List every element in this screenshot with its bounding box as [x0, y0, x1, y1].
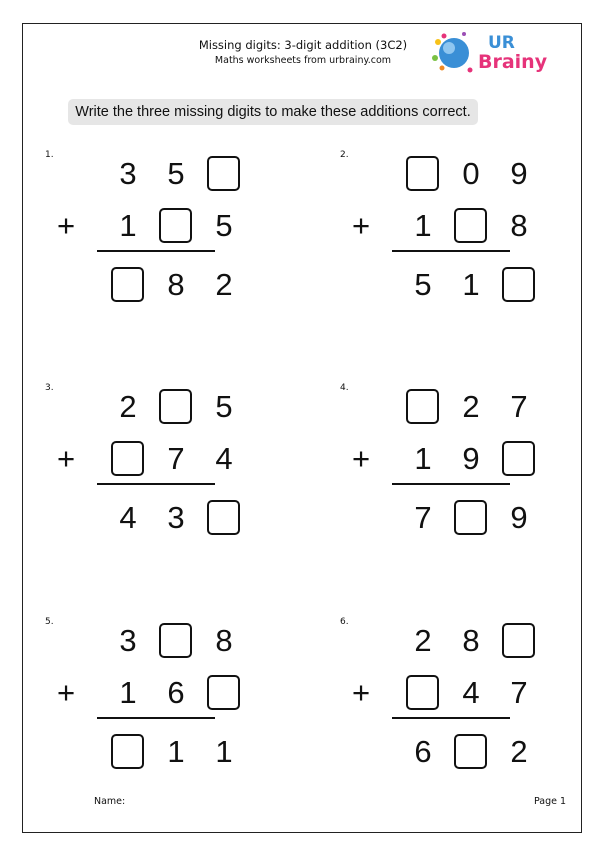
answer-digit: 1	[215, 734, 233, 769]
plus-sign: +	[57, 441, 76, 476]
plus-sign: +	[57, 208, 76, 243]
problem-1	[45, 150, 285, 330]
problem-number: 1.	[45, 150, 54, 160]
missing-digit-box[interactable]	[111, 734, 144, 769]
problem-number: 5.	[45, 617, 54, 627]
answer-digit: 5	[414, 267, 432, 302]
bottom-digit: 5	[215, 208, 233, 243]
problem-2	[340, 150, 580, 330]
sum-line	[97, 717, 215, 719]
problem-number: 6.	[340, 617, 349, 627]
sum-line	[392, 483, 510, 485]
bottom-digit: 7	[167, 441, 185, 476]
missing-digit-box[interactable]	[159, 208, 192, 243]
answer-digit: 8	[167, 267, 185, 302]
top-digit: 9	[510, 156, 528, 191]
bottom-digit: 4	[462, 675, 480, 710]
top-digit: 2	[119, 389, 137, 424]
missing-digit-box[interactable]	[207, 675, 240, 710]
page-number: Page 1	[534, 796, 567, 807]
top-digit: 3	[119, 623, 137, 658]
missing-digit-box[interactable]	[207, 156, 240, 191]
sum-line	[392, 717, 510, 719]
sum-line	[392, 250, 510, 252]
bottom-digit: 9	[462, 441, 480, 476]
top-digit: 5	[167, 156, 185, 191]
instruction-banner: Write the three missing digits to make these additions correct.	[68, 99, 478, 125]
answer-digit: 1	[167, 734, 185, 769]
missing-digit-box[interactable]	[502, 623, 535, 658]
logo-text-top: UR	[488, 33, 515, 53]
bottom-digit: 1	[119, 208, 137, 243]
problem-3	[45, 383, 285, 563]
sum-line	[97, 483, 215, 485]
problem-6	[340, 617, 580, 797]
problem-number: 3.	[45, 383, 54, 393]
missing-digit-box[interactable]	[159, 623, 192, 658]
missing-digit-box[interactable]	[454, 734, 487, 769]
missing-digit-box[interactable]	[111, 267, 144, 302]
top-digit: 0	[462, 156, 480, 191]
missing-digit-box[interactable]	[111, 441, 144, 476]
plus-sign: +	[352, 675, 371, 710]
answer-digit: 7	[414, 500, 432, 535]
top-digit: 8	[462, 623, 480, 658]
answer-digit: 1	[462, 267, 480, 302]
bottom-digit: 1	[414, 441, 432, 476]
top-digit: 5	[215, 389, 233, 424]
top-digit: 2	[414, 623, 432, 658]
answer-digit: 4	[119, 500, 137, 535]
worksheet-subtitle: Maths worksheets from urbrainy.com	[214, 55, 392, 66]
bottom-digit: 4	[215, 441, 233, 476]
bottom-digit: 6	[167, 675, 185, 710]
top-digit: 7	[510, 389, 528, 424]
missing-digit-box[interactable]	[207, 500, 240, 535]
bottom-digit: 1	[119, 675, 137, 710]
bottom-digit: 1	[414, 208, 432, 243]
missing-digit-box[interactable]	[454, 500, 487, 535]
missing-digit-box[interactable]	[159, 389, 192, 424]
sum-line	[97, 250, 215, 252]
answer-digit: 2	[215, 267, 233, 302]
top-digit: 3	[119, 156, 137, 191]
missing-digit-box[interactable]	[406, 675, 439, 710]
problem-number: 4.	[340, 383, 349, 393]
name-label: Name:	[94, 796, 126, 807]
logo-text-bottom: Brainy	[478, 51, 548, 73]
bottom-digit: 7	[510, 675, 528, 710]
missing-digit-box[interactable]	[502, 441, 535, 476]
missing-digit-box[interactable]	[454, 208, 487, 243]
missing-digit-box[interactable]	[406, 156, 439, 191]
top-digit: 8	[215, 623, 233, 658]
answer-digit: 6	[414, 734, 432, 769]
worksheet-title: Missing digits: 3-digit addition (3C2)	[198, 38, 408, 52]
problem-5	[45, 617, 285, 797]
answer-digit: 2	[510, 734, 528, 769]
urbrainy-logo	[430, 28, 550, 78]
plus-sign: +	[352, 441, 371, 476]
missing-digit-box[interactable]	[502, 267, 535, 302]
bottom-digit: 8	[510, 208, 528, 243]
problem-number: 2.	[340, 150, 349, 160]
answer-digit: 3	[167, 500, 185, 535]
plus-sign: +	[352, 208, 371, 243]
problem-4	[340, 383, 580, 563]
plus-sign: +	[57, 675, 76, 710]
answer-digit: 9	[510, 500, 528, 535]
top-digit: 2	[462, 389, 480, 424]
missing-digit-box[interactable]	[406, 389, 439, 424]
